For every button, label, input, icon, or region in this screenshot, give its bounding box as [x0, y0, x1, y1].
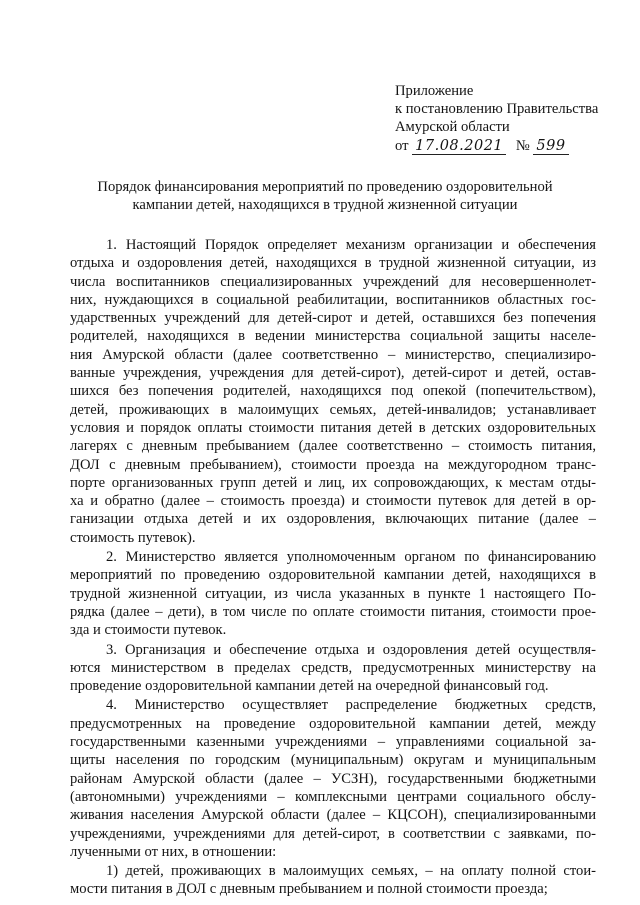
number-label: № [515, 137, 530, 154]
appendix-label: Приложение [395, 83, 474, 99]
text-line: щиты населения по городским (муниципальным) округам и муниципальным [70, 752, 596, 769]
text-line: мости питания в ДОЛ с дневным пребыванием и полной стоимости проезда; [70, 881, 548, 898]
text-line: числа воспитанников специализированных учреждений для несовершеннолет- [70, 273, 596, 290]
decree-date: 17.08.2021 [412, 138, 506, 155]
text-line: шихся без попечения родителей, находящихся под опекой (попечительством), [70, 383, 596, 400]
title-line: Порядок финансирования мероприятий по проведению оздоровительной [97, 179, 553, 195]
text-line: предусмотренных на проведение оздоровительной кампании детей, между [70, 715, 596, 732]
appendix-date-line [395, 137, 598, 155]
paragraph [70, 696, 596, 861]
text-line: районам Амурской области (далее – УСЗН), государственными бюджетными [70, 770, 596, 787]
text-line: детей, проживающих в малоимущих семьях, детей-инвалидов; устанавливает [70, 401, 596, 418]
appendix-decree-ref: к постановлению Правительства [395, 101, 599, 118]
text-line: ха и обратно (далее – стоимость проезда) и стоимости путевок для детей в ор- [70, 493, 596, 510]
document-title [70, 179, 580, 214]
text-line: 4. Министерство осуществляет распределение бюджетных средств, [106, 697, 596, 714]
paragraph [70, 641, 596, 696]
text-line: проведение оздоровительной кампании детей на очередной финансовый год. [70, 678, 549, 695]
text-line: родителей, находящихся в ведении министерства социальной защиты населе- [70, 328, 596, 345]
text-line: государственными казенными учреждениями – управлениями социальной за- [70, 734, 596, 751]
text-line: ганизации отдыха детей и их оздоровления, включающих питание (далее – [70, 511, 596, 528]
text-line: ДОЛ с дневным пребыванием), стоимости проезда на междугородном транс- [70, 456, 596, 473]
text-line: зда и стоимости путевок. [70, 622, 227, 639]
text-line: ния Амурской области (далее соответственно – министерство, специализиро- [70, 346, 596, 363]
decree-number: 599 [533, 138, 568, 155]
text-line: живания населения Амурской области (далее – КЦСОН), специализированными [70, 807, 596, 824]
text-line: 2. Министерство является уполномоченным органом по финансированию [106, 549, 596, 566]
text-line: лученными от них, в отношении: [70, 843, 277, 860]
title-line: кампании детей, находящихся в трудной жизненной ситуации [132, 196, 518, 213]
text-line: ванные учреждения, учреждения для детей-сирот), детей-сирот и детей, остав- [70, 365, 596, 382]
text-line: рядка (далее – дети), в том числе по оплате стоимости питания, стоимости прое- [70, 603, 596, 620]
paragraph [70, 236, 596, 547]
text-line: 1) детей, проживающих в малоимущих семьях, – на оплату полной стои- [106, 863, 596, 880]
text-line: порте организованных групп детей и лиц, их сопровождающих, к местам отды- [70, 474, 596, 491]
text-line: отдыха и оздоровления детей, находящихся в трудной жизненной ситуации, из [70, 255, 596, 272]
date-prefix: от [395, 137, 409, 154]
text-line: условия и порядок оплаты стоимости питания детей в детских оздоровительных [70, 419, 596, 436]
text-line: мероприятий по проведению оздоровительной кампании детей, находящихся в [70, 567, 596, 584]
text-line: лагерях с дневным пребыванием (далее соответственно – стоимость питания, [70, 438, 596, 455]
text-line: ударственных учреждений для детей-сирот и детей, оставшихся без попечения [70, 310, 596, 327]
paragraph [70, 862, 596, 899]
text-line: (автономными) учреждениями – комплексными центрами социального обслу- [70, 788, 596, 805]
document-body [70, 236, 596, 899]
text-line: 1. Настоящий Порядок определяет механизм организации и обеспечения [106, 237, 596, 253]
appendix-region: Амурской области [395, 119, 510, 136]
text-line: стоимость путевок). [70, 529, 196, 546]
paragraph [70, 548, 596, 639]
text-line: учреждениями, учреждениями для детей-сирот, в соответствии с заявками, по- [70, 825, 596, 842]
text-line: ются министерством в пределах средств, предусмотренных министерству на [70, 659, 596, 676]
text-line: 3. Организация и обеспечение отдыха и оздоровления детей осуществля- [106, 641, 596, 658]
text-line: трудной жизненной ситуации, из числа указанных в пункте 1 настоящего По- [70, 585, 596, 602]
text-line: них, нуждающихся в социальной реабилитации, воспитанников областных гос- [70, 291, 596, 308]
appendix-header [395, 82, 598, 155]
